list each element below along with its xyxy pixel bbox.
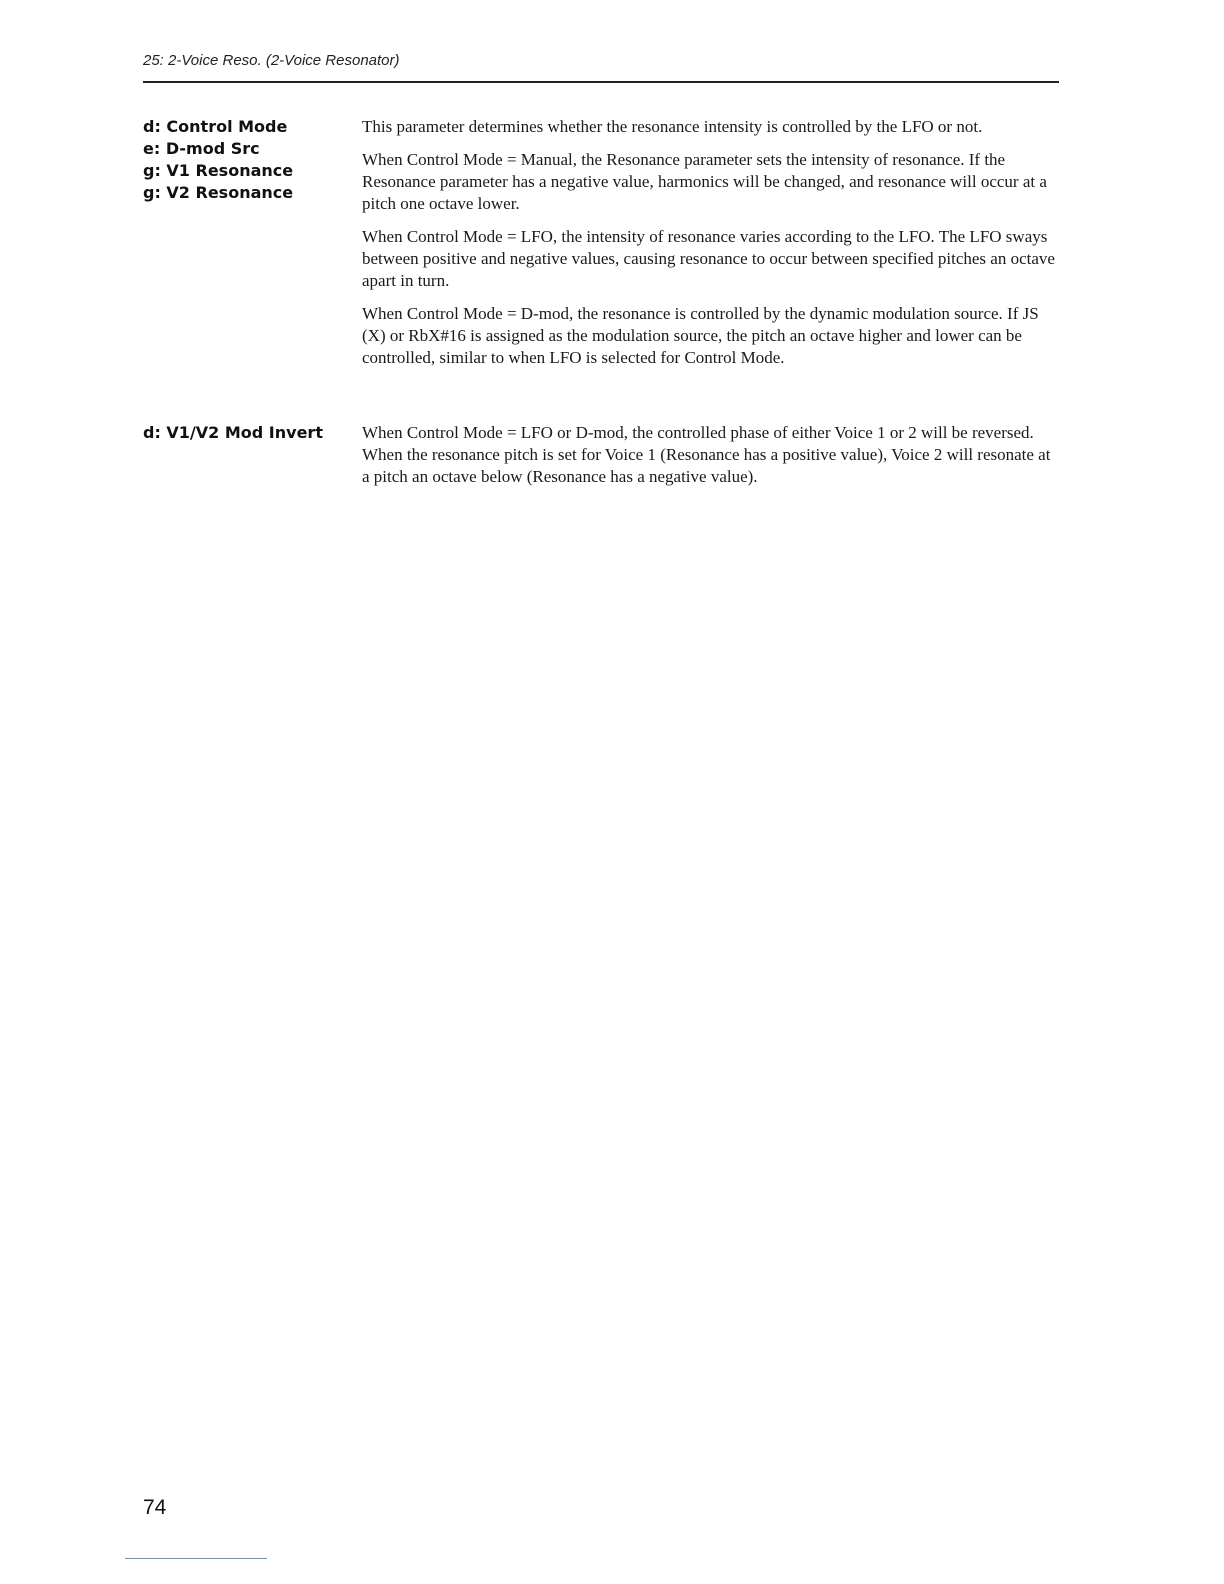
parameter-names [143, 422, 353, 444]
param-dmod-src: e: D-mod Src [143, 139, 260, 158]
parameter-description [362, 116, 1059, 380]
description-paragraph: When Control Mode = LFO, the intensity of resonance varies according to the LFO. The LFO sways between positive and negative values, causing resonance to occur between specified pitches an octave apart in turn. [362, 227, 1055, 290]
header-rule [143, 81, 1059, 83]
running-header: 25: 2-Voice Reso. (2-Voice Resonator) [143, 52, 400, 69]
description-paragraph: This parameter determines whether the resonance intensity is controlled by the LFO or not. [362, 117, 983, 136]
param-v1-resonance: g: V1 Resonance [143, 161, 294, 180]
description-paragraph: When Control Mode = Manual, the Resonance parameter sets the intensity of resonance. If the Resonance parameter has a negative value, harmonics will be changed, and resonance will occur at a pitch one octave lower. [362, 150, 1047, 213]
description-paragraph: When Control Mode = LFO or D-mod, the controlled phase of either Voice 1 or 2 will be reversed. When the resonance pitch is set for Voice 1 (Resonance has a positive value), Voice 2 will resonate at a pitch an octave below (Resonance has a negative value). [362, 423, 1051, 486]
parameter-names [143, 116, 353, 204]
param-control-mode: d: Control Mode [143, 117, 288, 136]
parameter-description [362, 422, 1059, 499]
param-v2-resonance: g: V2 Resonance [143, 183, 294, 202]
param-v1-v2-mod-invert: d: V1/V2 Mod Invert [143, 423, 323, 442]
page-number: 74 [143, 1496, 167, 1519]
description-paragraph: When Control Mode = D-mod, the resonance is controlled by the dynamic modulation source. If JS (X) or RbX#16 is assigned as the modulation source, the pitch an octave higher and lower can be controlled, similar to when LFO is selected for Control Mode. [362, 304, 1039, 367]
footer-rule [125, 1558, 267, 1559]
